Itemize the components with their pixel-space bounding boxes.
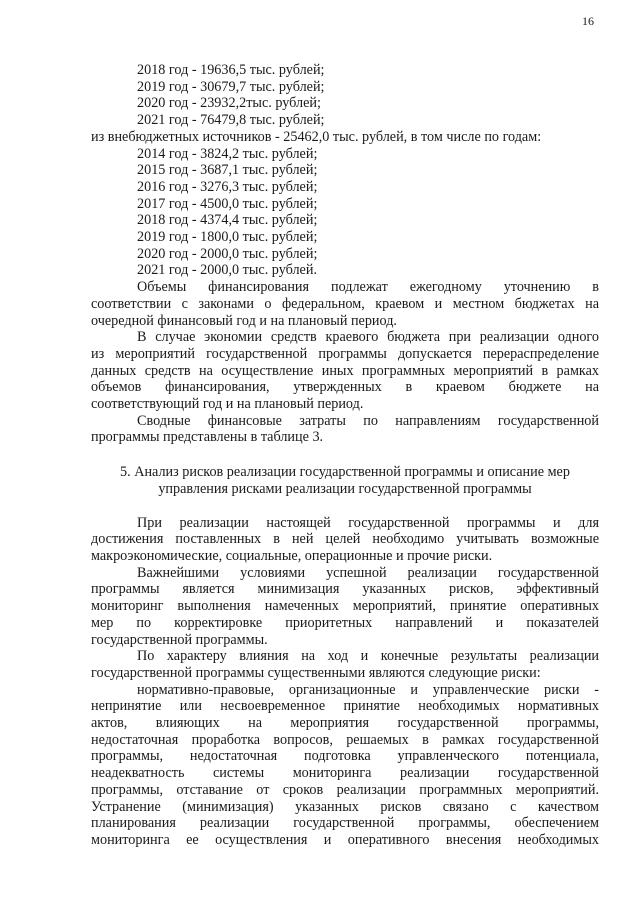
text-line: программы представлены в таблице 3.: [91, 429, 324, 446]
text-line: Объемы финансирования подлежат ежегодному уточнению в: [137, 279, 599, 296]
funding-year-line: 2015 год - 3687,1 тыс. рублей;: [137, 162, 318, 179]
text-line: актов, влияющих на мероприятия государственной программы,: [91, 715, 599, 732]
paragraph-normative-risks: [91, 682, 599, 849]
text-line: мер по корректировке приоритетных направлений и показателей: [91, 614, 599, 631]
text-line: государственной программы существенными являются следующие риски:: [91, 664, 541, 681]
text-line: планирования реализации государственной программы, обеспечением: [91, 815, 599, 832]
funding-year-line: 2018 год - 19636,5 тыс. рублей;: [137, 62, 325, 78]
text-line: программы, недостаточная подготовка управленческого потенциала,: [91, 748, 599, 765]
funding-year-line: 2018 год - 4374,4 тыс. рублей;: [137, 212, 318, 229]
text-line: достижения поставленных в ней целей необходимо учитывать возможные: [91, 531, 599, 548]
paragraph-budget-economy: [91, 329, 599, 413]
text-line: программы, отставание от сроков реализации программных мероприятий.: [91, 781, 599, 798]
text-line: Сводные финансовые затраты по направлениям государственной: [137, 412, 599, 429]
funding-year-line: 2019 год - 1800,0 тыс. рублей;: [137, 229, 318, 246]
funding-years-list-a: [91, 62, 599, 129]
section-heading: [91, 464, 599, 497]
funding-year-line: 2019 год - 30679,7 тыс. рублей;: [137, 78, 325, 95]
extrabudgetary-intro: из внебюджетных источников - 25462,0 тыс. рублей, в том числе по годам:: [91, 128, 542, 145]
funding-year-line: 2021 год - 76479,8 тыс. рублей;: [137, 112, 325, 129]
text-line: непринятие или несвоевременное принятие необходимых нормативных: [91, 698, 599, 715]
text-line: неадекватность системы мониторинга реализации государственной: [91, 765, 599, 782]
heading-line: 5. Анализ рисков реализации государственной программы и описание мер: [120, 464, 570, 481]
funding-year-line: 2017 год - 4500,0 тыс. рублей;: [137, 195, 318, 212]
text-line: из мероприятий государственной программы допускается перераспределение: [91, 345, 599, 362]
text-line: соответствующий год и на плановый период.: [91, 396, 364, 413]
paragraph-risks-intro: [91, 515, 599, 565]
text-line: мониторинг выполнения намеченных мероприятий, принятие оперативных: [91, 598, 599, 615]
document-body: [91, 62, 599, 849]
text-line: программы является минимизация указанных рисков, эффективный: [91, 581, 599, 598]
funding-year-line: 2016 год - 3276,3 тыс. рублей;: [137, 178, 318, 195]
funding-year-line: 2014 год - 3824,2 тыс. рублей;: [137, 145, 318, 162]
text-line: объемов финансирования, утвержденных в краевом бюджете на: [91, 379, 599, 396]
text-line: государственной программы.: [91, 631, 268, 648]
text-line: очередной финансовый год и на плановый период.: [91, 312, 397, 329]
paragraph-summary-costs: [91, 413, 599, 446]
funding-year-line: 2021 год - 2000,0 тыс. рублей.: [137, 262, 317, 279]
text-line: соответствии с законами о федеральном, краевом и местном бюджетах на: [91, 295, 599, 312]
funding-year-line: 2020 год - 23932,2тыс. рублей;: [137, 95, 321, 112]
heading-line: управления рисками реализации государственной программы: [158, 480, 532, 497]
paragraph-funding-volumes: [91, 279, 599, 329]
text-line: недостаточная проработка вопросов, решаемых в рамках государственной: [91, 731, 599, 748]
text-line: Важнейшими условиями успешной реализации государственной: [137, 564, 599, 581]
funding-year-line: 2020 год - 2000,0 тыс. рублей;: [137, 245, 318, 262]
page-number: 16: [582, 14, 594, 28]
text-line: данных средств на осуществление иных программных мероприятий в рамках: [91, 362, 599, 379]
text-line: мониторинга ее осуществления и оперативного внесения необходимых: [91, 831, 599, 848]
text-line: Устранение (минимизация) указанных рисков связано с качеством: [91, 798, 599, 815]
text-line: нормативно-правовые, организационные и управленческие риски -: [137, 681, 599, 698]
text-line: При реализации настоящей государственной программы и для: [137, 514, 599, 531]
paragraph-risk-character: [91, 648, 599, 681]
text-line: В случае экономии средств краевого бюджета при реализации одного: [137, 329, 599, 346]
funding-years-list-b: [91, 146, 599, 280]
text-line: макроэкономические, социальные, операционные и прочие риски.: [91, 547, 493, 564]
text-line: По характеру влияния на ход и конечные результаты реализации: [137, 648, 599, 665]
paragraph-key-conditions: [91, 565, 599, 649]
